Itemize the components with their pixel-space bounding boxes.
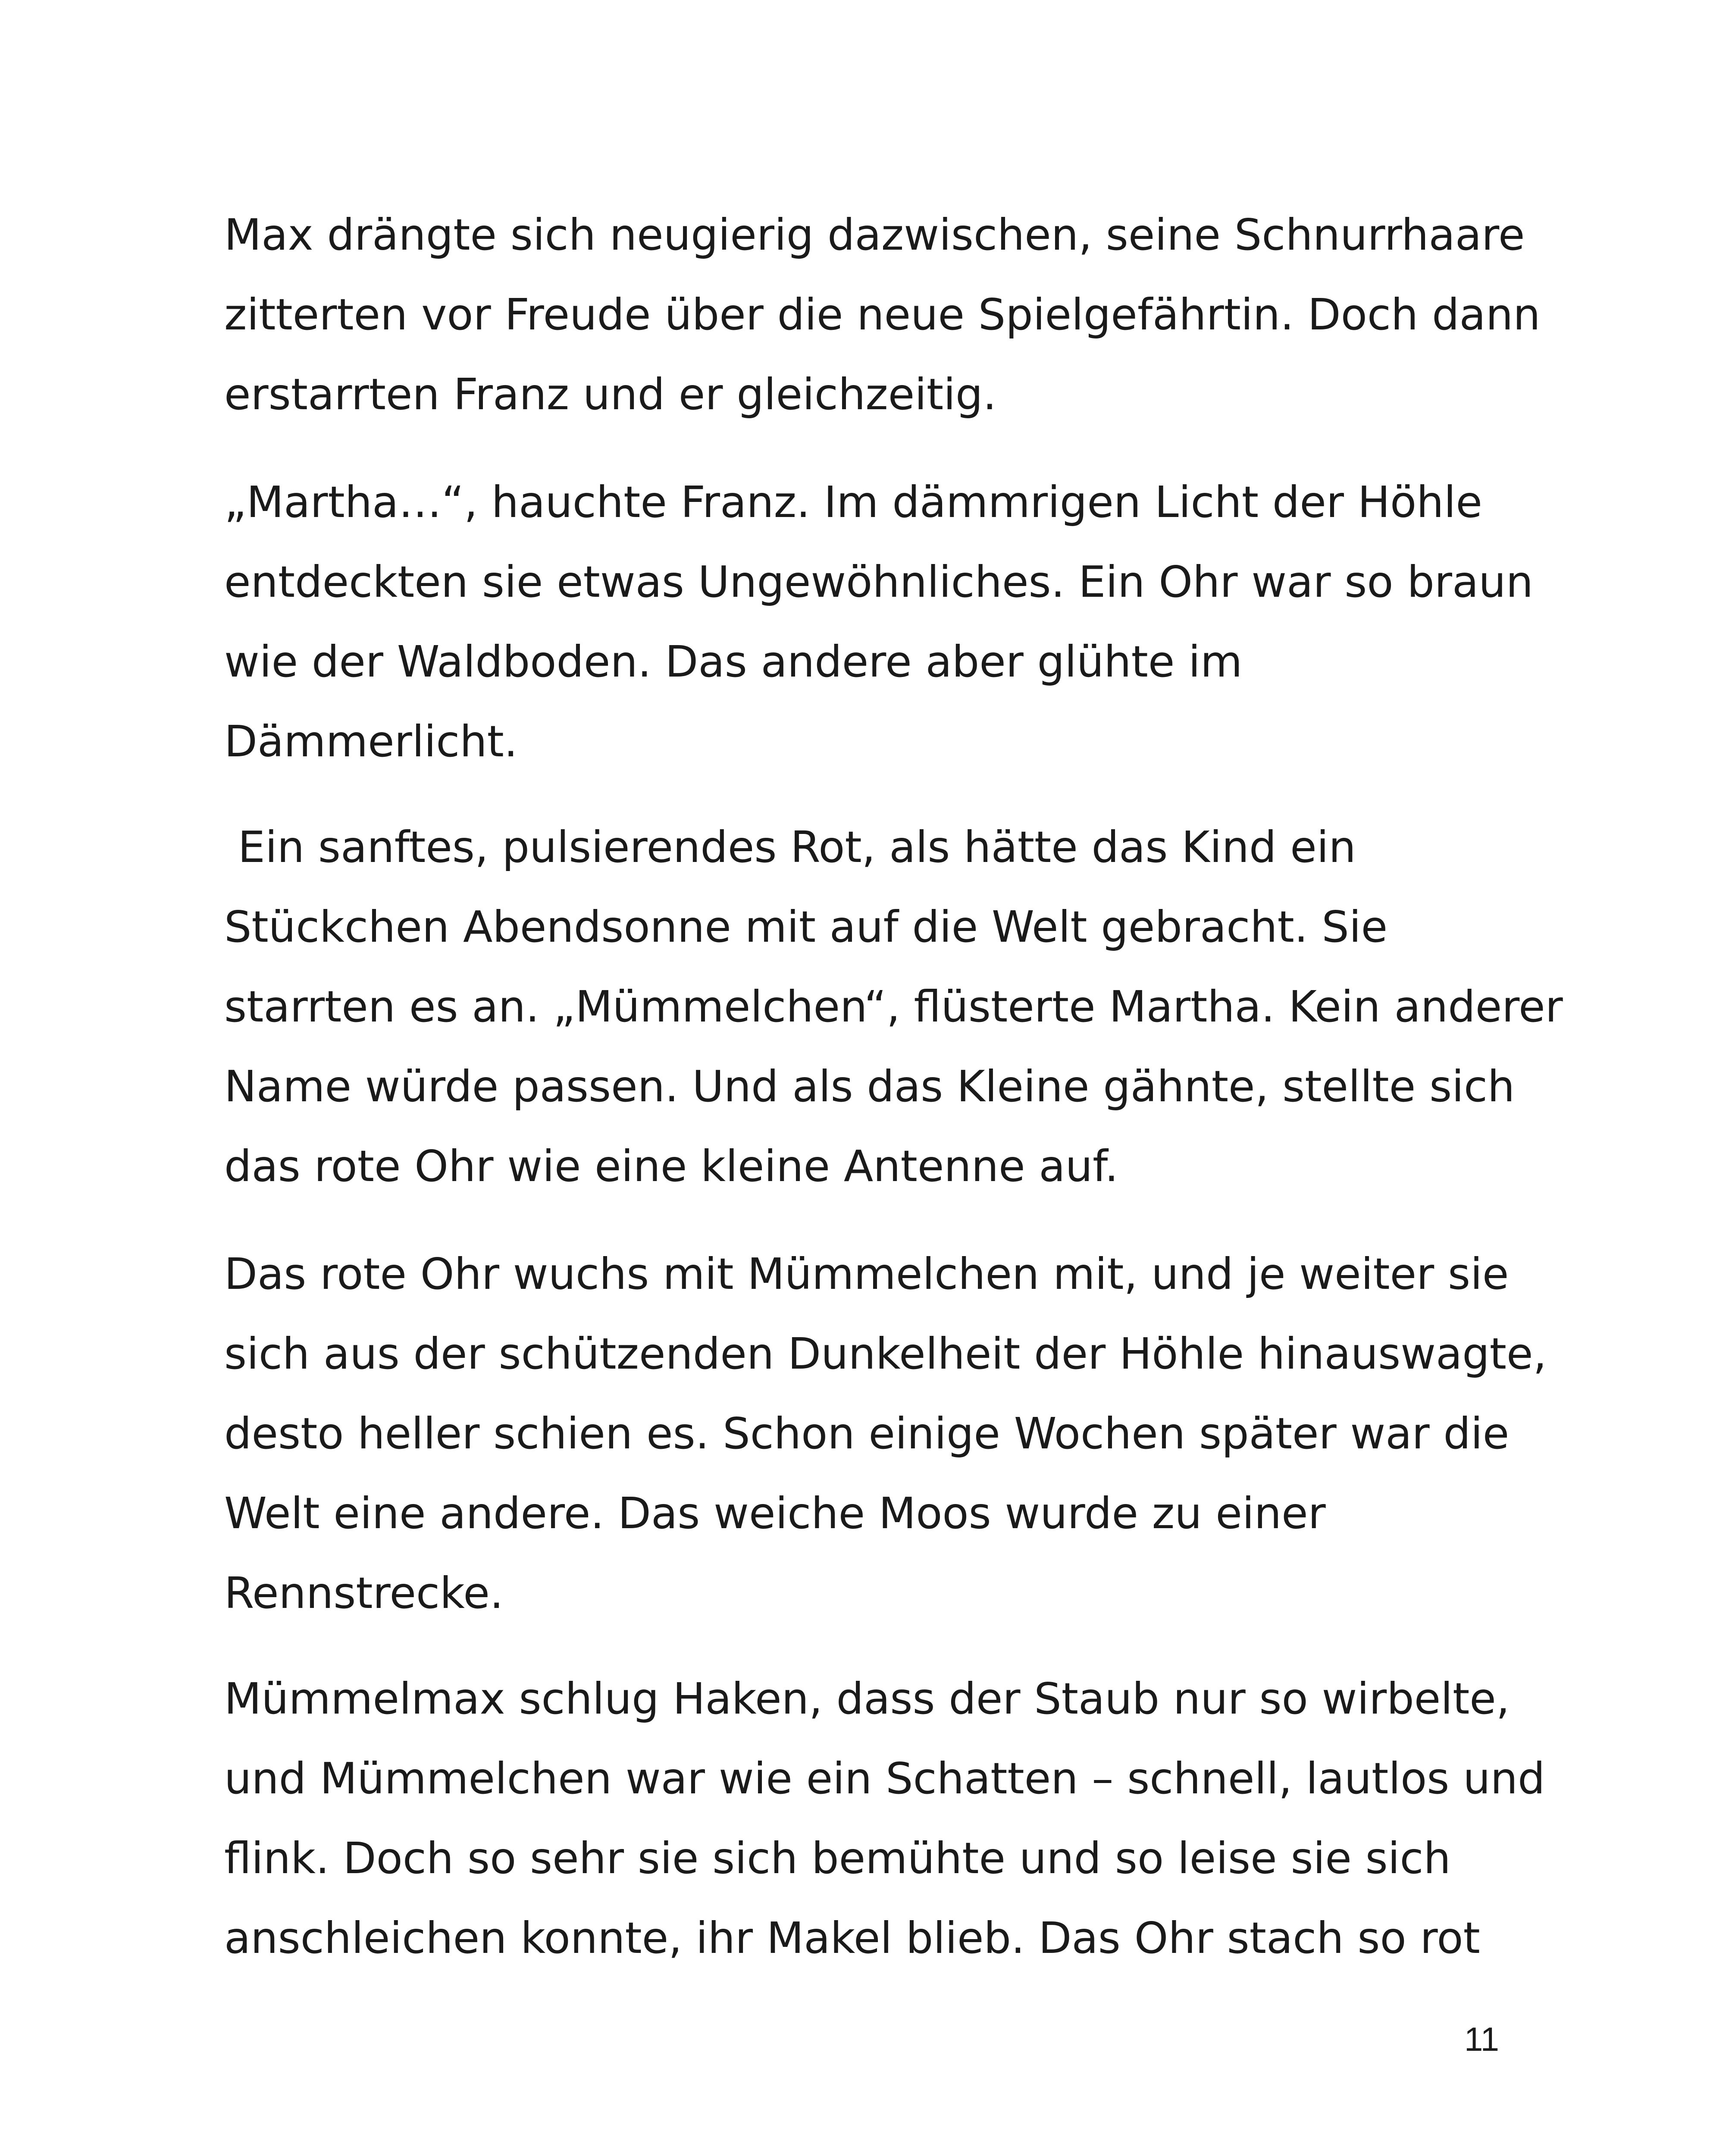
text-line: „Martha…“, hauchte Franz. Im dämmrigen Licht der Höhle (224, 477, 1482, 527)
text-line: Ein sanftes, pulsierendes Rot, als hätte das Kind ein (224, 822, 1356, 872)
text-line: Rennstrecke. (224, 1568, 504, 1618)
text-line: entdeckten sie etwas Ungewöhnliches. Ein Ohr war so braun (224, 557, 1533, 607)
text-line: und Mümmelchen war wie ein Schatten – schnell, lautlos und (224, 1753, 1545, 1804)
text-line: flink. Doch so sehr sie sich bemühte und so leise sie sich (224, 1833, 1451, 1883)
page-number: 11 (1464, 2020, 1499, 2058)
text-line: sich aus der schützenden Dunkelheit der Höhle hinauswagte, (224, 1329, 1547, 1379)
text-line: desto heller schien es. Schon einige Wochen später war die (224, 1408, 1510, 1459)
text-line: Name würde passen. Und als das Kleine gähnte, stellte sich (224, 1061, 1515, 1112)
text-line: anschleichen konnte, ihr Makel blieb. Das Ohr stach so rot (224, 1913, 1480, 1963)
text-line: Mümmelmax schlug Haken, dass der Staub nur so wirbelte, (224, 1673, 1510, 1724)
text-line: Dämmerlicht. (224, 716, 518, 767)
text-line: erstarrten Franz und er gleichzeitig. (224, 369, 997, 420)
text-line: wie der Waldboden. Das andere aber glühte im (224, 636, 1243, 687)
text-line: Stückchen Abendsonne mit auf die Welt gebracht. Sie (224, 902, 1388, 952)
text-line: Welt eine andere. Das weiche Moos wurde zu einer (224, 1488, 1326, 1539)
text-line: starrten es an. „Mümmelchen“, flüsterte Martha. Kein anderer (224, 981, 1563, 1032)
text-line: das rote Ohr wie eine kleine Antenne auf. (224, 1141, 1118, 1191)
text-line: zitterten vor Freude über die neue Spielgefährtin. Doch dann (224, 289, 1541, 340)
text-line: Das rote Ohr wuchs mit Mümmelchen mit, und je weiter sie (224, 1249, 1509, 1299)
text-line: Max drängte sich neugierig dazwischen, seine Schnurrhaare (224, 210, 1525, 260)
